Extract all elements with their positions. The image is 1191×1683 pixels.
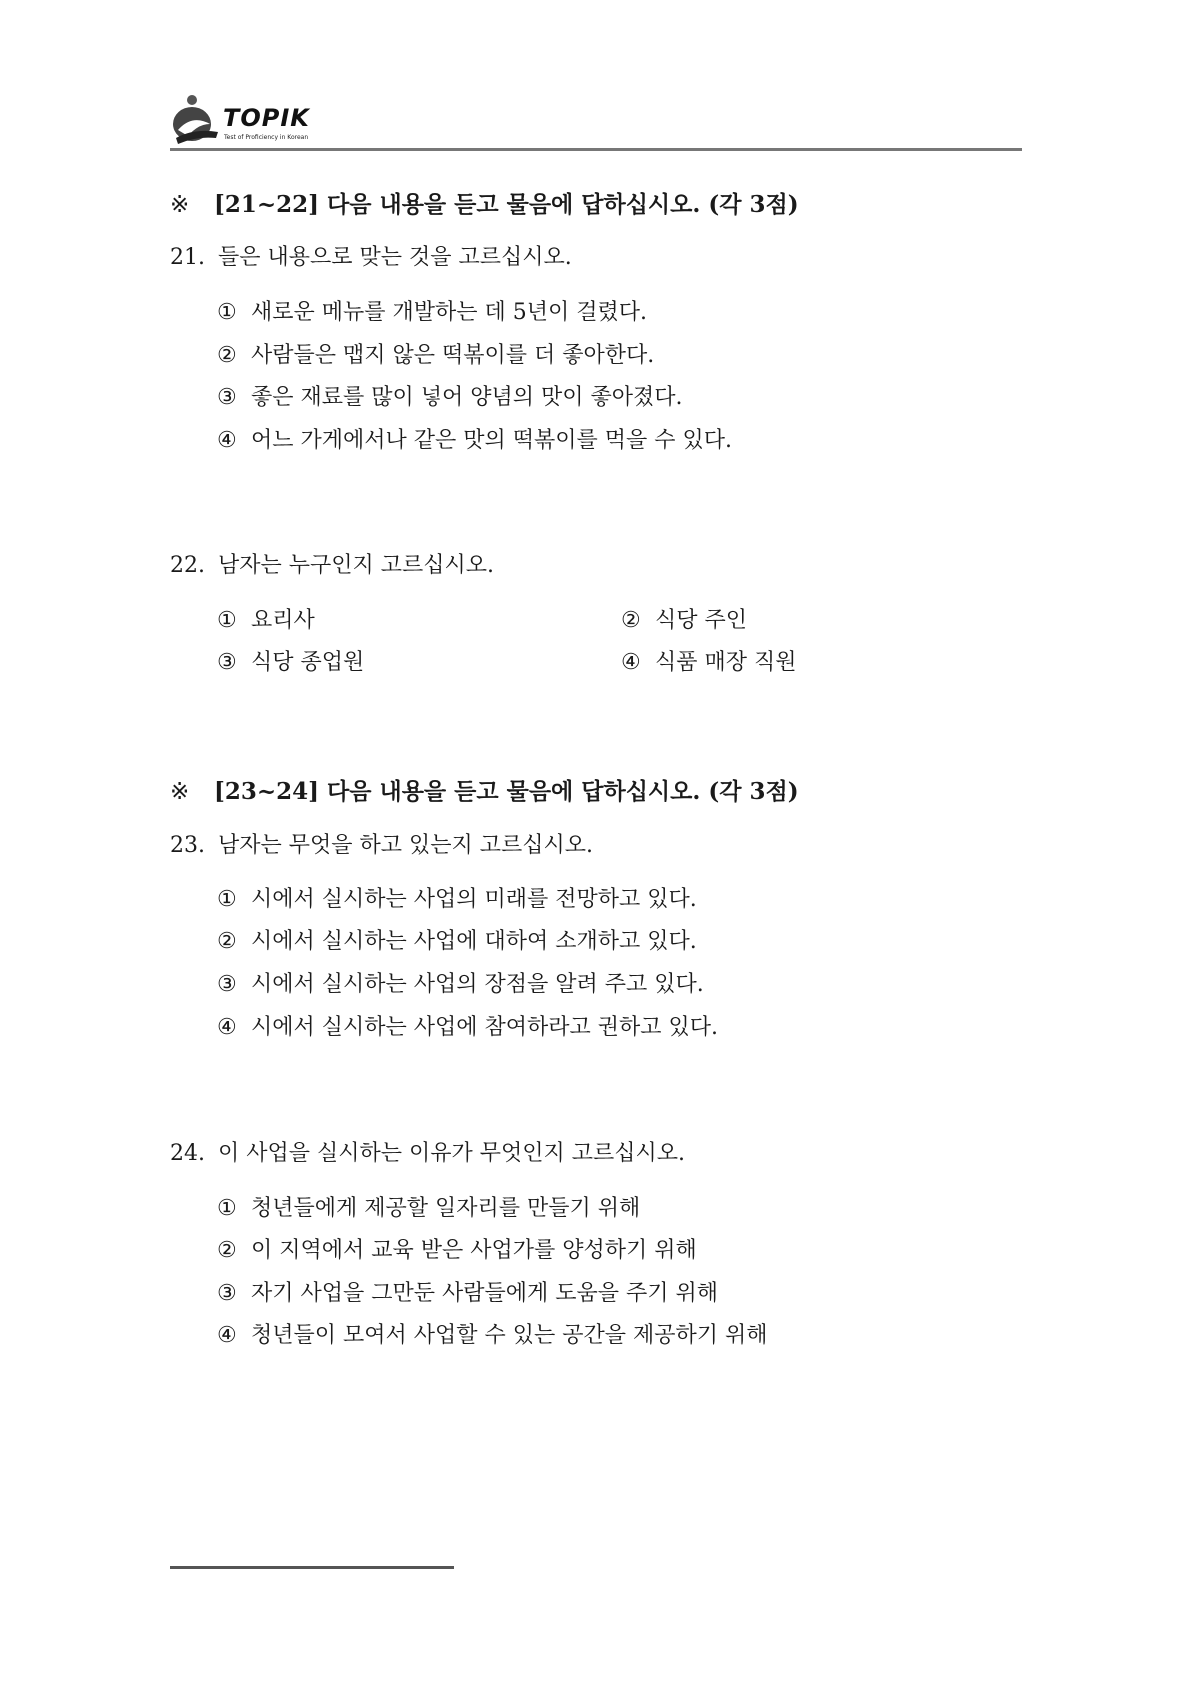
option-mark: ③: [217, 385, 237, 410]
section-heading-23-24: [170, 773, 799, 806]
q21-option-3[interactable]: [217, 380, 683, 411]
section-instruction: [23~24] 다음 내용을 듣고 물음에 답하십시오. (각 3점): [214, 778, 799, 805]
option-mark: ③: [217, 972, 237, 997]
q23-option-4[interactable]: [217, 1010, 718, 1041]
option-text: 식품 매장 직원: [655, 650, 797, 675]
question-prompt: 들은 내용으로 맞는 것을 고르십시오.: [218, 245, 572, 270]
option-text: 새로운 메뉴를 개발하는 데 5년이 걸렸다.: [251, 300, 647, 325]
option-text: 식당 주인: [655, 608, 748, 633]
option-mark: ④: [217, 1323, 237, 1348]
q23-option-3[interactable]: [217, 967, 704, 998]
section-instruction: [21~22] 다음 내용을 듣고 물음에 답하십시오. (각 3점): [214, 191, 799, 218]
q22-option-1[interactable]: [217, 603, 315, 634]
option-text: 시에서 실시하는 사업의 미래를 전망하고 있다.: [251, 887, 697, 912]
question-24: [170, 1136, 685, 1167]
q23-option-2[interactable]: [217, 924, 697, 955]
option-text: 시에서 실시하는 사업에 참여하라고 권하고 있다.: [251, 1015, 719, 1040]
q22-option-2[interactable]: [621, 603, 747, 634]
option-mark: ④: [621, 650, 641, 675]
logo-text: TOPIK: [223, 104, 310, 132]
reference-mark: ※: [170, 779, 190, 805]
option-mark: ①: [217, 1196, 237, 1221]
section-heading-21-22: [170, 186, 799, 219]
q24-option-4[interactable]: [217, 1318, 768, 1349]
q22-option-4[interactable]: [621, 645, 797, 676]
logo-subtitle: Test of Proficiency in Korean: [224, 134, 309, 141]
q21-option-4[interactable]: [217, 423, 732, 454]
option-mark: ①: [217, 608, 237, 633]
option-text: 청년들이 모여서 사업할 수 있는 공간을 제공하기 위해: [251, 1323, 768, 1348]
question-21: [170, 240, 572, 271]
question-prompt: 이 사업을 실시하는 이유가 무엇인지 고르십시오.: [218, 1141, 686, 1166]
question-number: 23.: [170, 833, 205, 858]
question-number: 24.: [170, 1141, 205, 1166]
option-mark: ③: [217, 650, 237, 675]
option-text: 자기 사업을 그만둔 사람들에게 도움을 주기 위해: [251, 1281, 719, 1306]
option-mark: ④: [217, 428, 237, 453]
question-22: [170, 548, 494, 579]
option-mark: ③: [217, 1281, 237, 1306]
q22-option-3[interactable]: [217, 645, 364, 676]
q24-option-1[interactable]: [217, 1191, 640, 1222]
option-mark: ②: [217, 929, 237, 954]
option-text: 사람들은 맵지 않은 떡볶이를 더 좋아한다.: [251, 343, 655, 368]
option-mark: ②: [217, 1238, 237, 1263]
option-text: 어느 가게에서나 같은 맛의 떡볶이를 먹을 수 있다.: [251, 428, 732, 453]
header-divider: [170, 148, 1022, 151]
option-mark: ②: [621, 608, 641, 633]
reference-mark: ※: [170, 192, 190, 218]
option-mark: ①: [217, 887, 237, 912]
option-text: 시에서 실시하는 사업의 장점을 알려 주고 있다.: [251, 972, 704, 997]
question-number: 22.: [170, 553, 205, 578]
option-mark: ④: [217, 1015, 237, 1040]
option-text: 식당 종업원: [251, 650, 365, 675]
option-text: 좋은 재료를 많이 넣어 양념의 맛이 좋아졌다.: [251, 385, 683, 410]
question-number: 21.: [170, 245, 205, 270]
option-text: 청년들에게 제공할 일자리를 만들기 위해: [251, 1196, 641, 1221]
q23-option-1[interactable]: [217, 882, 697, 913]
option-text: 시에서 실시하는 사업에 대하여 소개하고 있다.: [251, 929, 697, 954]
question-prompt: 남자는 무엇을 하고 있는지 고르십시오.: [218, 833, 593, 858]
option-text: 이 지역에서 교육 받은 사업가를 양성하기 위해: [251, 1238, 697, 1263]
question-prompt: 남자는 누구인지 고르십시오.: [218, 553, 495, 578]
footer-divider: [170, 1566, 454, 1569]
q21-option-2[interactable]: [217, 338, 654, 369]
q24-option-2[interactable]: [217, 1233, 697, 1264]
option-text: 요리사: [251, 608, 315, 633]
option-mark: ②: [217, 343, 237, 368]
q24-option-3[interactable]: [217, 1276, 718, 1307]
q21-option-1[interactable]: [217, 295, 647, 326]
question-23: [170, 828, 593, 859]
option-mark: ①: [217, 300, 237, 325]
